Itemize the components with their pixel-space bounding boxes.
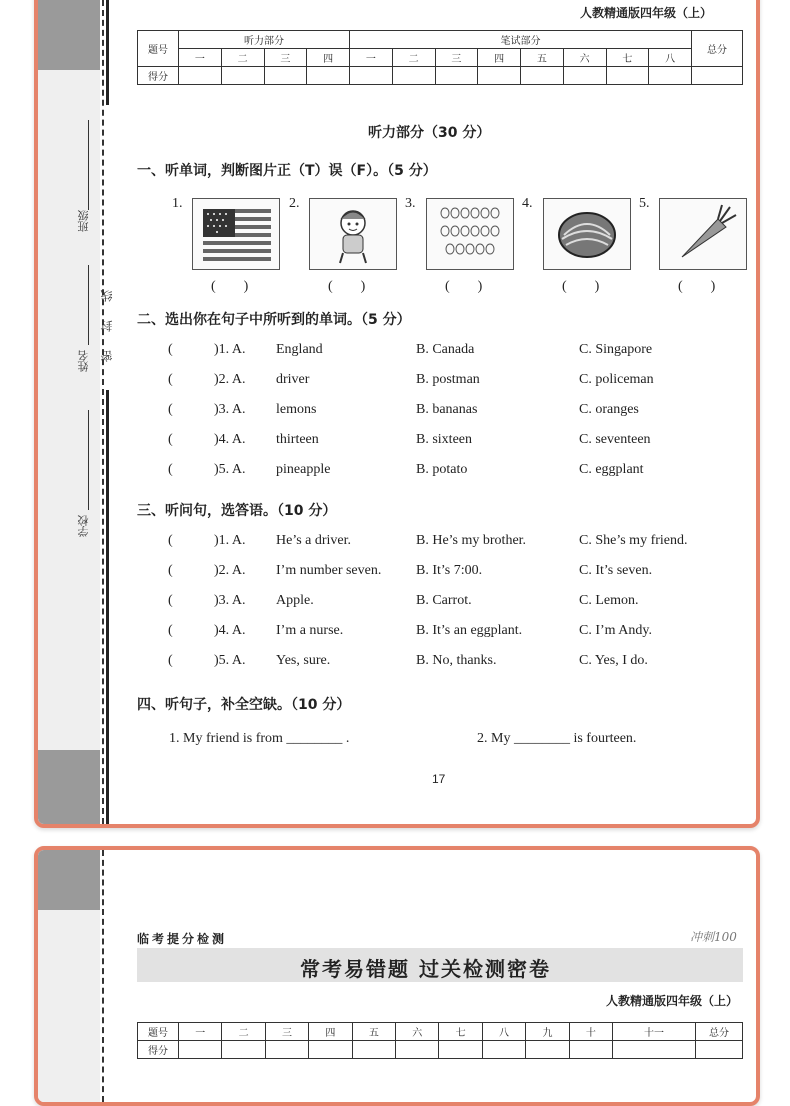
option-c: C. policeman [579,372,654,387]
score-cell[interactable] [264,67,307,85]
option-a: England [276,342,323,357]
score-cell[interactable] [649,67,692,85]
watermelon-image [543,198,631,270]
col-header: 十一 [613,1023,696,1041]
seal-label-1: 线 [100,290,114,302]
score-cell[interactable] [222,1041,265,1059]
question-number: )4. A. [214,432,246,447]
pic-num: 2. [289,196,300,211]
question-number: )3. A. [214,593,246,608]
option-b: B. He’s my brother. [416,533,527,548]
question-number: )2. A. [214,563,246,578]
col-header: 二 [222,1023,265,1041]
answer-paren[interactable]: ( [168,402,173,417]
score-cell[interactable] [179,67,222,85]
option-b: B. Canada [416,342,475,357]
seal-label-3: 密 [100,350,114,362]
option-a: lemons [276,402,317,417]
option-b: B. bananas [416,402,478,417]
score-cell[interactable] [613,1041,696,1059]
main-title: 常考易错题 过关检测密卷 [300,957,551,981]
option-b: B. It’s 7:00. [416,563,483,578]
question-number: )4. A. [214,623,246,638]
col-header: 七 [439,1023,482,1041]
score-cell[interactable] [352,1041,395,1059]
total-header: 总分 [692,31,743,67]
score-table-header: 题号 [138,1023,179,1041]
score-table [137,30,743,85]
option-c: C. She’s my friend. [579,533,688,548]
score-cell[interactable] [392,67,435,85]
score-cell[interactable] [692,67,743,85]
carrot-image [659,198,747,270]
score-cell[interactable] [526,1041,569,1059]
score-cell[interactable] [396,1041,439,1059]
binding-solid-line [106,0,109,105]
page-number: 17 [432,772,446,786]
binding-gutter [38,0,100,824]
score-cell[interactable] [350,67,393,85]
writing-header: 笔试部分 [350,31,692,49]
answer-paren[interactable]: ( [168,623,173,638]
option-a: I’m a nurse. [276,623,344,638]
col-header: 七 [606,49,649,67]
answer-paren[interactable]: ( ) [562,279,600,294]
answer-paren[interactable]: ( [168,563,173,578]
class-line [88,120,89,210]
option-b: B. It’s an eggplant. [416,623,523,638]
boy-image [309,198,397,270]
col-header: 一 [350,49,393,67]
edition-label: 人教精通版四年级（上） [606,994,739,1008]
school-line [88,410,89,510]
answer-paren[interactable]: ( [168,462,173,477]
score-cell[interactable] [179,1041,222,1059]
option-b: B. No, thanks. [416,653,497,668]
col-header: 一 [179,1023,222,1041]
col-header: 八 [649,49,692,67]
corner-decoration [38,850,100,910]
exam-page-2 [34,846,760,1106]
option-c: C. seventeen [579,432,651,447]
score-cell[interactable] [439,1041,482,1059]
flag-image [192,198,280,270]
pic-num: 1. [172,196,183,211]
question-number: )3. A. [214,402,246,417]
option-c: C. Yes, I do. [579,653,648,668]
score-table [137,1022,743,1059]
listening-header: 听力部分 [179,31,350,49]
brand-right: 冲刺100 [690,930,737,944]
answer-paren[interactable]: ( ) [328,279,366,294]
col-header: 三 [435,49,478,67]
col-header: 八 [482,1023,525,1041]
col-header: 三 [264,49,307,67]
option-a: I’m number seven. [276,563,382,578]
score-cell[interactable] [606,67,649,85]
option-c: C. Lemon. [579,593,639,608]
col-header: 三 [265,1023,308,1041]
question-number: )1. A. [214,533,246,548]
col-header: 二 [392,49,435,67]
col-header: 五 [352,1023,395,1041]
score-cell[interactable] [221,67,264,85]
answer-paren[interactable]: ( [168,533,173,548]
question-number: )5. A. [214,462,246,477]
score-cell[interactable] [696,1041,743,1059]
col-header: 十 [569,1023,612,1041]
score-cell[interactable] [307,67,350,85]
option-c: C. I’m Andy. [579,623,652,638]
score-cell[interactable] [521,67,564,85]
class-label: 班级 [77,210,90,232]
score-cell[interactable] [265,1041,308,1059]
edition-label: 人教精通版四年级（上） [580,6,713,20]
question-number: )2. A. [214,372,246,387]
answer-paren[interactable]: ( [168,432,173,447]
binding-solid-line [106,390,109,828]
answer-paren[interactable]: ( [168,342,173,357]
seal-label-2: 封 [100,320,114,332]
option-a: thirteen [276,432,319,447]
option-a: pineapple [276,462,331,477]
answer-paren[interactable]: ( [168,372,173,387]
answer-paren[interactable]: ( ) [211,279,249,294]
balloons-image [426,198,514,270]
answer-paren[interactable]: ( ) [445,279,483,294]
section-4-title: 四、听句子，补全空缺。（10 分） [137,697,351,713]
score-cell[interactable] [478,67,521,85]
col-header: 二 [221,49,264,67]
option-b: B. potato [416,462,468,477]
binding-dashed-line [102,0,104,824]
option-b: B. postman [416,372,480,387]
option-a: driver [276,372,310,387]
score-row-label: 得分 [138,1041,179,1059]
name-label: 姓名 [77,350,90,372]
exam-page-1 [34,0,760,828]
score-cell[interactable] [435,67,478,85]
option-b: B. Carrot. [416,593,472,608]
school-label: 学校 [77,515,90,537]
option-c: C. Singapore [579,342,653,357]
option-c: C. oranges [579,402,639,417]
col-header: 四 [478,49,521,67]
question-number: )1. A. [214,342,246,357]
question-number: )5. A. [214,653,246,668]
fill-blank-1[interactable]: 1. My friend is from ________ . [169,731,350,746]
col-header: 一 [179,49,222,67]
answer-paren[interactable]: ( [168,653,173,668]
option-a: Yes, sure. [276,653,331,668]
pic-num: 4. [522,196,533,211]
col-header: 四 [307,49,350,67]
name-line [88,265,89,345]
option-c: C. It’s seven. [579,563,653,578]
pic-num: 3. [405,196,416,211]
score-row-label: 得分 [138,67,179,85]
brand-left: 临考提分检测 [137,932,228,946]
corner-decoration [38,0,100,70]
answer-paren[interactable]: ( ) [678,279,716,294]
total-header: 总分 [696,1023,743,1041]
section-3-title: 三、听问句，选答语。（10 分） [137,503,337,519]
score-table-header: 题号 [138,31,179,67]
binding-dashed-line [102,850,104,1102]
score-cell[interactable] [309,1041,352,1059]
section-2-title: 二、选出你在句子中所听到的单词。（5 分） [137,312,411,328]
option-c: C. eggplant [579,462,644,477]
part-title: 听力部分（30 分） [368,125,491,141]
option-a: He’s a driver. [276,533,352,548]
option-b: B. sixteen [416,432,472,447]
score-cell[interactable] [563,67,606,85]
option-a: Apple. [276,593,314,608]
col-header: 九 [526,1023,569,1041]
col-header: 六 [563,49,606,67]
score-cell[interactable] [569,1041,612,1059]
section-1-title: 一、听单词，判断图片正（T）误（F）。（5 分） [137,163,437,179]
answer-paren[interactable]: ( [168,593,173,608]
corner-decoration [38,750,100,828]
col-header: 四 [309,1023,352,1041]
score-cell[interactable] [482,1041,525,1059]
col-header: 六 [396,1023,439,1041]
col-header: 五 [521,49,564,67]
fill-blank-2[interactable]: 2. My ________ is fourteen. [477,731,637,746]
pic-num: 5. [639,196,650,211]
